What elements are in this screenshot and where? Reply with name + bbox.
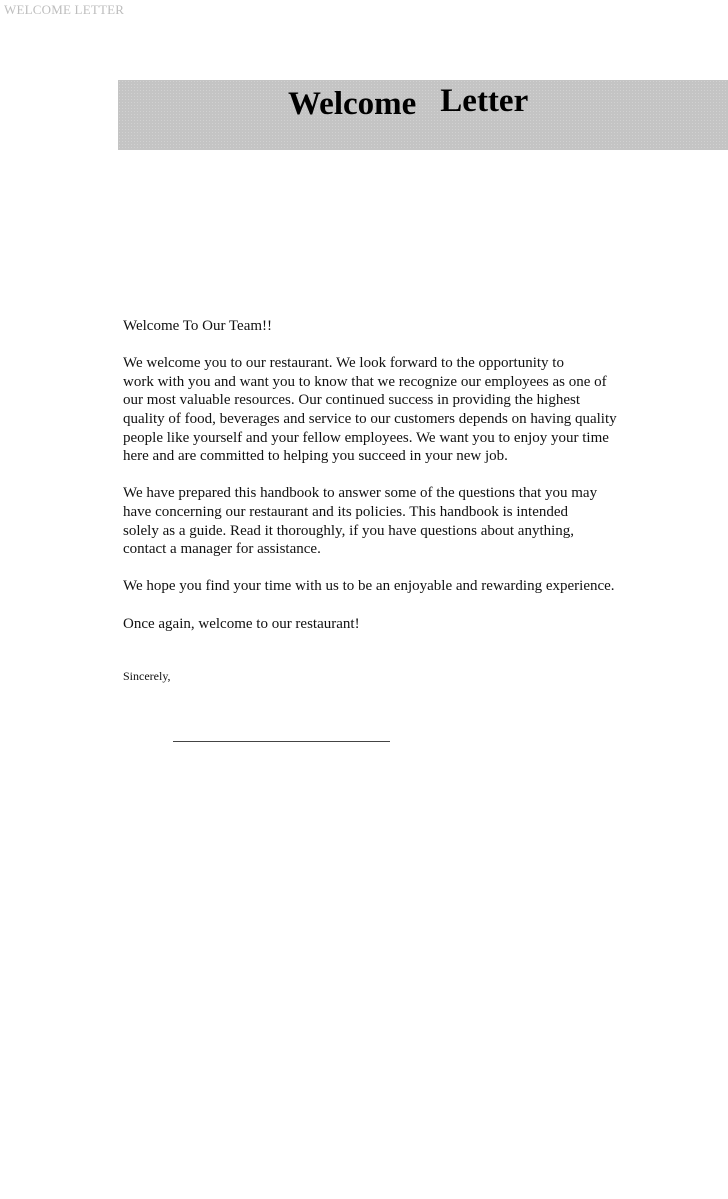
letter-body [123, 317, 703, 633]
paragraph-line: We welcome you to our restaurant. We look forward to the opportunity to [123, 355, 564, 372]
closing-sincerely: Sincerely, [123, 669, 171, 683]
paragraph-line: here and are committed to helping you succeed in your new job. [123, 448, 508, 465]
paragraph-once-again [123, 615, 703, 634]
paragraph-hope [123, 577, 703, 596]
paragraph-line: solely as a guide. Read it thoroughly, if you have questions about anything, [123, 522, 575, 539]
paragraph-line: Once again, welcome to our restaurant! [123, 615, 360, 632]
paragraph-line: work with you and want you to know that we recognize our employees as one of [123, 373, 607, 390]
page-title [288, 83, 529, 123]
paragraph-welcome [123, 354, 703, 466]
signature-line [173, 741, 390, 742]
greeting-text: Welcome To Our Team!! [123, 318, 273, 334]
paragraph-line: We have prepared this handbook to answer some of the questions that you may [123, 485, 598, 502]
greeting [123, 317, 703, 336]
paragraph-line: have concerning our restaurant and its policies. This handbook is intended [123, 503, 569, 520]
title-word-letter: Letter [440, 83, 529, 119]
title-banner [118, 80, 728, 150]
paragraph-line: our most valuable resources. Our continued success in providing the highest [123, 392, 580, 409]
paragraph-line: We hope you find your time with us to be an enjoyable and rewarding experience. [123, 578, 615, 595]
paragraph-handbook [123, 484, 703, 558]
running-header: WELCOME LETTER [4, 2, 125, 17]
paragraph-line: contact a manager for assistance. [123, 541, 321, 558]
paragraph-line: quality of food, beverages and service to our customers depends on having quality [123, 410, 617, 427]
paragraph-line: people like yourself and your fellow employees. We want you to enjoy your time [123, 429, 609, 446]
title-word-welcome: Welcome [288, 86, 417, 122]
